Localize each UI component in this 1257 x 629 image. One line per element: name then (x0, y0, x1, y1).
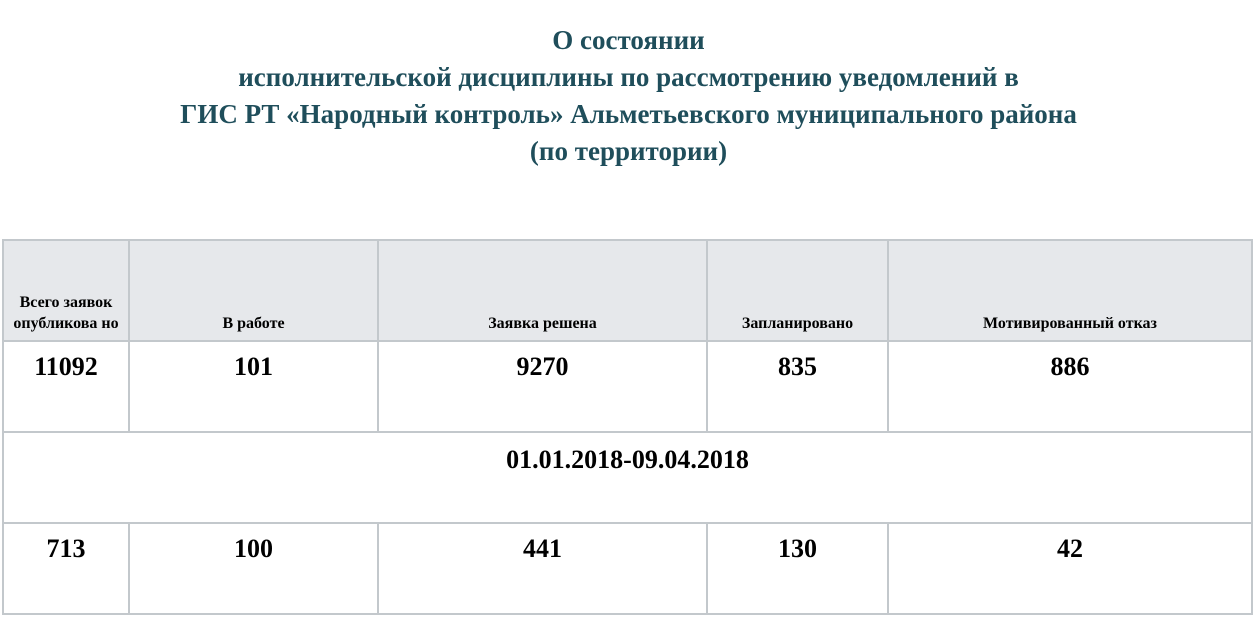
cell-total-published: 11092 (3, 341, 129, 432)
table-row-period-label (3, 432, 1252, 523)
table-row-period (3, 523, 1252, 614)
header-total-published: Всего заявок опубликова но (3, 240, 129, 341)
title-line-4: (по территории) (529, 136, 728, 166)
header-resolved: Заявка решена (378, 240, 707, 341)
cell-planned: 835 (707, 341, 888, 432)
cell-period-planned: 130 (707, 523, 888, 614)
cell-period-total-published: 713 (3, 523, 129, 614)
period-label: 01.01.2018-09.04.2018 (3, 432, 1252, 523)
header-planned: Запланировано (707, 240, 888, 341)
cell-period-motivated-refusal: 42 (888, 523, 1252, 614)
cell-period-resolved: 441 (378, 523, 707, 614)
title-line-1: О состоянии (552, 25, 705, 55)
table-header-row (3, 240, 1252, 341)
table-row-total (3, 341, 1252, 432)
title-line-2: исполнительской дисциплины по рассмотрению уведомлений в (238, 62, 1019, 92)
page-title (0, 22, 1257, 170)
cell-resolved: 9270 (378, 341, 707, 432)
cell-in-progress: 101 (129, 341, 378, 432)
header-in-progress: В работе (129, 240, 378, 341)
header-motivated-refusal: Мотивированный отказ (888, 240, 1252, 341)
statistics-table (2, 239, 1253, 615)
cell-period-in-progress: 100 (129, 523, 378, 614)
cell-motivated-refusal: 886 (888, 341, 1252, 432)
title-line-3: ГИС РТ «Народный контроль» Альметьевского муниципального района (180, 99, 1077, 129)
